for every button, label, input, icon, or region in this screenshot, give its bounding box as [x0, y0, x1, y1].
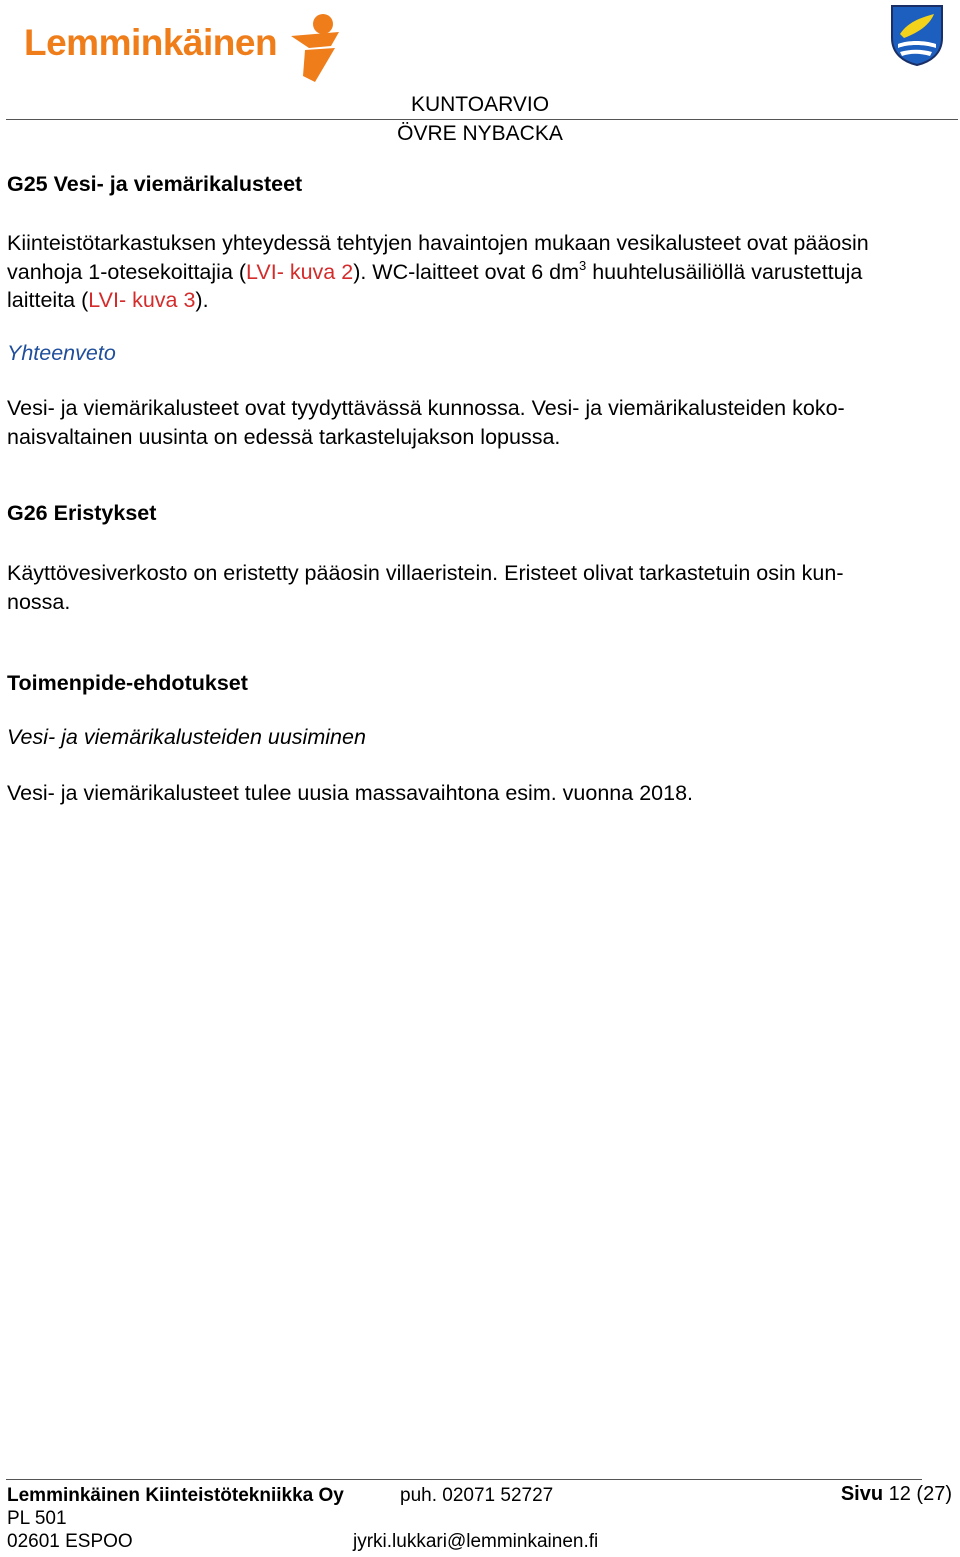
brand-logo-text: Lemminkäinen	[24, 22, 278, 63]
section-heading-actions: Toimenpide-ehdotukset	[7, 671, 248, 695]
footer-email[interactable]: jyrki.lukkari@lemminkainen.fi	[353, 1531, 599, 1552]
g25-line-1: Kiinteistötarkastuksen yhteydessä tehtyjen havaintojen mukaan vesikalusteet ovat pääosin	[7, 231, 869, 255]
footer-page-number: Sivu 12 (27)	[840, 1483, 952, 1505]
summary-heading: Yhteenveto	[7, 341, 116, 365]
brand-logo-mark-icon	[285, 10, 349, 84]
summary-paragraph	[7, 394, 955, 451]
summary-line-2: naisvaltainen uusinta on edessä tarkastelujakson lopussa.	[7, 424, 561, 449]
footer-rule	[6, 1479, 922, 1480]
g26-line-2: nossa.	[7, 589, 71, 614]
g25-line-2: vanhoja 1-otesekoittajia (LVI- kuva 2). WC-laitteet ovat 6 $dm^3$ huuhtelusäiliöllä varustettuja	[7, 257, 863, 284]
actions-line-1: Vesi- ja viemärikalusteet tulee uusia massavaihtona esim. vuonna 2018.	[7, 781, 693, 805]
g26-line-1: Käyttövesiverkosto on eristetty pääosin villaeristein. Eristeet olivat tarkastetuin osin kun-	[7, 561, 844, 585]
lvi-kuva-2-link[interactable]: LVI- kuva 2	[246, 259, 354, 284]
summary-line-1: Vesi- ja viemärikalusteet ovat tyydyttävässä kunnossa. Vesi- ja viemärikalusteiden koko-	[7, 396, 845, 420]
footer-phone: puh. 02071 52727	[400, 1485, 554, 1506]
actions-subheading: Vesi- ja viemärikalusteiden uusiminen	[7, 725, 366, 749]
document-title: KUNTOARVIO	[410, 93, 550, 116]
municipal-crest-icon	[890, 4, 944, 66]
footer-postal: 02601 ESPOO	[7, 1531, 133, 1552]
g26-paragraph	[7, 559, 955, 616]
lvi-kuva-3-link[interactable]: LVI- kuva 3	[88, 288, 196, 312]
section-heading-g26: G26 Eristykset	[7, 501, 157, 525]
footer-po-box: PL 501	[7, 1508, 67, 1529]
document-subtitle: ÖVRE NYBACKA	[397, 122, 563, 145]
g25-paragraph	[7, 229, 955, 315]
g25-line-3: laitteita (LVI- kuva 3).	[7, 288, 209, 312]
footer-company: Lemminkäinen Kiinteistötekniikka Oy	[7, 1485, 344, 1506]
header-rule	[6, 119, 958, 120]
section-heading-g25: G25 Vesi- ja viemärikalusteet	[7, 172, 303, 196]
